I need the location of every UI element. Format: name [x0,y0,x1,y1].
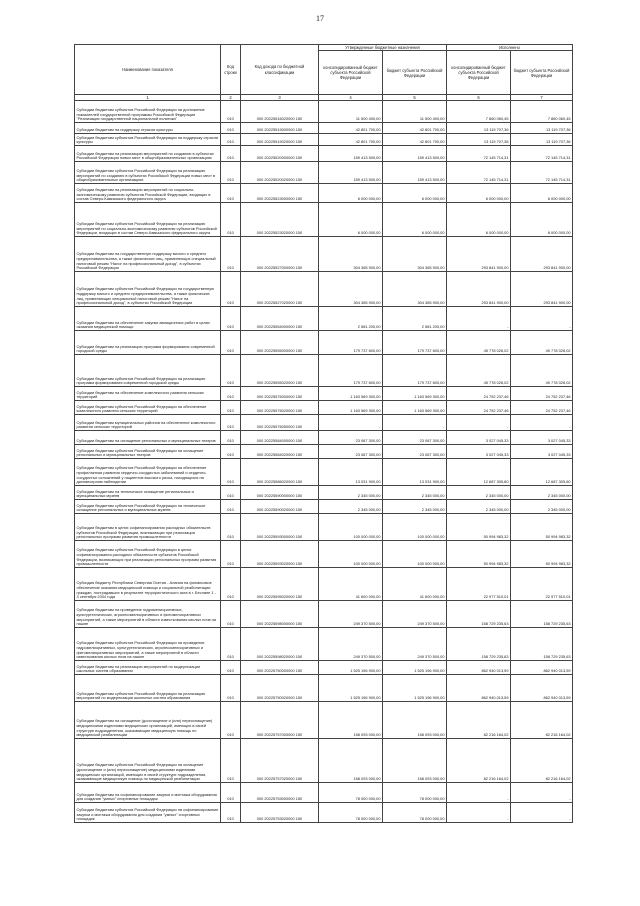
approved-consolidated-value: 2 345 000,00 [319,500,383,514]
row-name: Субсидии бюджетам субъектов Российской Федерации на поддержку отрасли культуры [75,134,221,146]
row-name: Субсидия бюджету Республики Северная Осетия - Алания на финансовое обеспечение оказания медицинской помощи и социальной реабилитации граждан, пострадавших в результате террористического акта в г. Беслане 1 - 3 сентября 2004 года [75,568,221,601]
row-code: 010 [221,272,241,307]
row-code: 010 [221,702,241,739]
row-name: Субсидии бюджетам субъектов Российской Федерации на достижение показателей государственной программы Российской Федерации "Реализация государственной национальной политики" [75,101,221,123]
row-code: 010 [221,803,241,823]
row-kbk: 000 20225520000000 150 [241,146,319,162]
table-row [75,702,573,739]
approved-subject-value: 1 163 569 300,00 [383,387,447,401]
row-code: 010 [221,355,241,387]
row-code: 010 [221,568,241,601]
approved-consolidated-value: 304 365 900,00 [319,237,383,272]
executed-consolidated-value: 6 000 000,00 [447,184,511,203]
row-kbk: 000 20225757020000 150 [241,739,319,783]
approved-subject-value: 42 801 700,00 [383,123,447,134]
executed-consolidated-value: 3 027 045,33 [447,445,511,459]
approved-consolidated-value: 100 000 000,00 [319,514,383,541]
executed-subject-value: 22 977 510,01 [511,568,573,601]
executed-consolidated-value: 24 752 237,46 [447,387,511,401]
executed-subject-value: - [511,415,573,431]
row-name: Субсидии бюджетам субъектов Российской Федерации на реализацию мероприятий по созданию в субъектах Российской Федерации новых мест в общеобразовательных организациях [75,162,221,184]
approved-subject-value: 249 370 500,00 [383,601,447,628]
row-name: Субсидии бюджетам субъектов Российской Федерации на обеспечение комплексного развития сельских территорий [75,401,221,415]
executed-consolidated-value: 6 000 000,00 [447,203,511,237]
approved-subject-value: 158 093 000,00 [383,702,447,739]
row-kbk: 000 20225519020000 150 [241,134,319,146]
row-kbk: 000 20225586020000 150 [241,459,319,486]
row-kbk: 000 20225750000000 150 [241,661,319,675]
approved-consolidated-value: 78 000 000,00 [319,803,383,823]
row-name: Субсидии бюджетам муниципальных районов на обеспечение комплексного развития сельских территорий [75,415,221,431]
table-row [75,514,573,541]
row-kbk: 000 20225555020000 150 [241,355,319,387]
table-row [75,331,573,355]
executed-consolidated-value: 45 778 026,02 [447,331,511,355]
column-number: 2 [221,95,241,101]
header-approved-group: Утвержденные бюджетные назначения [319,45,447,51]
executed-consolidated-value: 862 940 013,59 [447,675,511,702]
row-name: Субсидии бюджетам субъектов Российской Федерации на софинансирование закупки и монтажа оборудования для создания "умных" спортивных площадок [75,803,221,823]
approved-consolidated-value: 41 600 000,00 [319,568,383,601]
row-kbk: 000 20225595020000 150 [241,568,319,601]
approved-subject-value: - [383,415,447,431]
row-kbk: 000 20225593020000 150 [241,541,319,568]
table-row [75,628,573,661]
row-name: Субсидии бюджетам на оснащение (дооснащение и (или) переоснащение) медицинскими изделиями медицинских организаций, имеющих в своей структуре подразделения, оказывающие медицинскую помощь по медицинской реабилитации [75,702,221,739]
executed-consolidated-value: 24 752 237,46 [447,401,511,415]
row-kbk: 000 20225757000000 150 [241,702,319,739]
row-name: Субсидии бюджетам субъектов Российской Федерации на реализацию мероприятий по модернизации школьных систем образования [75,675,221,702]
executed-consolidated-value: 7 860 060,45 [447,101,511,123]
executed-consolidated-value: - [447,415,511,431]
executed-subject-value: - [511,783,573,803]
row-kbk: 000 20225516020000 150 [241,101,319,123]
approved-subject-value: 100 000 000,00 [383,514,447,541]
table-row [75,661,573,675]
row-code: 010 [221,387,241,401]
approved-subject-value: 6 000 000,00 [383,203,447,237]
executed-consolidated-value: 82 216 164,02 [447,702,511,739]
row-name: Субсидии бюджетам в целях софинансирования расходных обязательств субъектов Российской Федерации, возникающих при реализации региональных программ развития промышленности [75,514,221,541]
row-name: Субсидии бюджетам субъектов Российской Федерации на техническое оснащение региональных и муниципальных музеев [75,500,221,514]
row-name: Субсидии бюджетам субъектов Российской Федерации на проведение гидромелиоративных, культуртехнических, агролесомелиоративных и фитомелиоративных мероприятий, а также мероприятий в области известкования кислых почв на пашне [75,628,221,661]
row-code: 010 [221,514,241,541]
table-row [75,541,573,568]
column-number: 5 [383,95,447,101]
row-code: 010 [221,401,241,415]
executed-subject-value: 7 860 060,45 [511,101,573,123]
table-row [75,134,573,146]
executed-subject-value: 862 940 013,59 [511,675,573,702]
table-row [75,415,573,431]
table-row [75,162,573,184]
table-row [75,486,573,500]
executed-subject-value: 158 729 235,63 [511,601,573,628]
row-name: Субсидии бюджетам на государственную поддержку малого и среднего предпринимательства, а также физических лиц, применяющих специальный налоговый режим "Налог на профессиональный доход", в субъектах Российской Федерации [75,237,221,272]
row-kbk: 000 20225527000000 150 [241,237,319,272]
executed-consolidated-value: 2 345 000,00 [447,486,511,500]
table-row [75,123,573,134]
row-kbk: 000 20225750020000 150 [241,675,319,702]
approved-subject-value: 78 000 000,00 [383,783,447,803]
approved-subject-value: 13 031 900,00 [383,459,447,486]
approved-consolidated-value: 159 413 500,00 [319,162,383,184]
row-kbk: 000 20225590020000 150 [241,500,319,514]
executed-consolidated-value: 3 027 045,33 [447,431,511,445]
row-code: 010 [221,661,241,675]
row-kbk: 000 20225584020000 150 [241,445,319,459]
executed-subject-value: 72 145 714,31 [511,162,573,184]
executed-consolidated-value: 72 145 714,31 [447,162,511,184]
row-code: 010 [221,431,241,445]
executed-subject-value: 50 994 983,32 [511,541,573,568]
row-name: Субсидии бюджетам субъектов Российской Федерации на обеспечение профилактики развития сердечно-сосудистых заболеваний и сердечно-сосудистых осложнений у пациентов высокого риска, находящихся на диспансерном наблюдении [75,459,221,486]
table-row [75,355,573,387]
executed-subject-value: 6 000 000,00 [511,203,573,237]
row-name: Субсидии бюджетам на оснащение региональных и муниципальных театров [75,431,221,445]
executed-subject-value: 72 145 714,31 [511,146,573,162]
row-name: Субсидии бюджетам на софинансирование закупки и монтажа оборудования для создания "умных" спортивных площадок [75,783,221,803]
row-kbk: 000 20225584000000 150 [241,431,319,445]
table-row [75,401,573,415]
approved-consolidated-value: 6 000 000,00 [319,203,383,237]
table-row [75,568,573,601]
table-row [75,387,573,401]
approved-subject-value: 78 000 000,00 [383,803,447,823]
table-row [75,184,573,203]
table-row [75,783,573,803]
executed-consolidated-value: 72 145 714,31 [447,146,511,162]
executed-subject-value: 2 345 000,00 [511,486,573,500]
row-code: 010 [221,146,241,162]
executed-consolidated-value: 12 687 305,60 [447,459,511,486]
approved-subject-value: 158 093 000,00 [383,739,447,783]
approved-subject-value: 179 737 600,00 [383,331,447,355]
row-kbk: 000 20225520020000 150 [241,162,319,184]
row-kbk: 000 20225523000000 150 [241,184,319,203]
approved-subject-value: 304 365 900,00 [383,237,447,272]
header-executed-subject: бюджет субъекта Российской Федерации [511,51,573,95]
approved-consolidated-value: 6 000 000,00 [319,184,383,203]
row-name: Субсидии бюджетам на обеспечение закупки авиационных работ в целях оказания медицинской помощи [75,307,221,331]
approved-consolidated-value: 249 370 500,00 [319,601,383,628]
budget-execution-table [74,44,573,823]
table-row [75,237,573,272]
approved-consolidated-value: 1 525 196 900,00 [319,661,383,675]
approved-consolidated-value: 23 087 300,00 [319,445,383,459]
row-kbk: 000 20225598000000 150 [241,601,319,628]
table-row [75,739,573,783]
header-executed-group: Исполнено [447,45,573,51]
row-name: Субсидии бюджетам на обеспечение комплексного развития сельских территорий [75,387,221,401]
executed-subject-value: 12 687 305,60 [511,459,573,486]
header-name: Наименование показателя [75,45,221,95]
executed-subject-value: 82 216 164,02 [511,702,573,739]
row-name: Субсидии бюджетам субъектов Российской Федерации на оснащение (дооснащение и (или) переоснащение) медицинскими изделиями медицинских организаций, имеющих в своей структуре подразделения, оказывающие медицинскую помощь по медицинской реабилитации [75,739,221,783]
row-code: 010 [221,500,241,514]
executed-subject-value: 49 778 026,02 [511,355,573,387]
row-code: 010 [221,541,241,568]
row-kbk: 000 20225753020000 150 [241,803,319,823]
row-code: 010 [221,162,241,184]
approved-subject-value: 1 525 196 900,00 [383,661,447,675]
executed-subject-value: 6 000 000,00 [511,184,573,203]
column-number: 1 [75,95,221,101]
approved-consolidated-value: 13 031 900,00 [319,459,383,486]
row-kbk: 000 20225593000000 150 [241,514,319,541]
row-code: 010 [221,184,241,203]
column-number: 6 [447,95,511,101]
column-number: 4 [319,95,383,101]
approved-subject-value: 100 000 000,00 [383,541,447,568]
approved-consolidated-value: 1 163 569 300,00 [319,401,383,415]
approved-consolidated-value: 78 000 000,00 [319,783,383,803]
executed-subject-value: 158 729 235,63 [511,628,573,661]
row-kbk: 000 20225527020000 150 [241,272,319,307]
approved-subject-value: 1 525 196 900,00 [383,675,447,702]
row-code: 010 [221,628,241,661]
row-code: 010 [221,331,241,355]
approved-subject-value: 159 413 500,00 [383,162,447,184]
row-name: Субсидии бюджетам субъектов Российской Федерации на государственную поддержку малого и среднего предпринимательства, а также физических лиц, применяющих специальный налоговый режим "Налог на профессиональный доход", в субъектах Российской Федерации [75,272,221,307]
table-row [75,459,573,486]
executed-consolidated-value: 13 119 707,36 [447,134,511,146]
row-kbk: 000 20225576000000 150 [241,387,319,401]
executed-consolidated-value: - [447,803,511,823]
approved-subject-value: 2 581 200,00 [383,307,447,331]
header-approved-subject: бюджет субъекта Российской Федерации [383,51,447,95]
approved-subject-value: 41 600 000,00 [383,568,447,601]
table-row [75,500,573,514]
table-row [75,203,573,237]
table-row [75,307,573,331]
approved-consolidated-value: 2 581 200,00 [319,307,383,331]
approved-consolidated-value: 179 737 600,00 [319,331,383,355]
approved-consolidated-value: 42 801 700,00 [319,134,383,146]
approved-subject-value: 2 345 000,00 [383,500,447,514]
row-kbk: 000 20225598020000 150 [241,628,319,661]
approved-subject-value: 23 087 300,00 [383,431,447,445]
executed-subject-value: 24 752 237,46 [511,401,573,415]
row-code: 010 [221,307,241,331]
row-code: 010 [221,134,241,146]
row-code: 010 [221,486,241,500]
table-row [75,675,573,702]
executed-subject-value: - [511,803,573,823]
approved-consolidated-value: 11 500 400,00 [319,101,383,123]
approved-consolidated-value: 304 365 900,00 [319,272,383,307]
table-row [75,803,573,823]
executed-subject-value: 50 994 983,32 [511,514,573,541]
executed-subject-value: 3 027 045,33 [511,445,573,459]
table-row [75,101,573,123]
row-name: Субсидии бюджетам на реализацию программ формирования современной городской среды [75,331,221,355]
column-number: 3 [241,95,319,101]
row-kbk: 000 20225590000000 150 [241,486,319,500]
approved-consolidated-value: 42 801 700,00 [319,123,383,134]
row-name: Субсидии бюджетам субъектов Российской Федерации на оснащение региональных и муниципальных театров [75,445,221,459]
approved-consolidated-value: 179 737 600,00 [319,355,383,387]
approved-subject-value: 2 345 000,00 [383,486,447,500]
executed-subject-value: - [511,307,573,331]
row-code: 010 [221,601,241,628]
row-code: 010 [221,237,241,272]
row-name: Субсидии бюджетам на поддержку отрасли культуры [75,123,221,134]
executed-subject-value: 13 119 707,36 [511,123,573,134]
executed-subject-value: 293 841 900,00 [511,272,573,307]
executed-subject-value: 82 216 164,02 [511,739,573,783]
row-kbk: 000 20225576050000 150 [241,415,319,431]
executed-consolidated-value: 293 841 900,00 [447,272,511,307]
executed-subject-value: 2 345 000,00 [511,500,573,514]
column-number: 7 [511,95,573,101]
executed-consolidated-value: 50 994 983,32 [447,541,511,568]
approved-consolidated-value: 249 370 500,00 [319,628,383,661]
approved-subject-value: 159 413 500,00 [383,146,447,162]
row-name: Субсидии бюджетам на реализацию мероприятий по социально-экономическому развитию субъектов Российской Федерации, входящих в состав Северо-Кавказского федерального округа [75,184,221,203]
approved-subject-value: 23 087 300,00 [383,445,447,459]
row-kbk: 000 20225554000000 150 [241,307,319,331]
row-name: Субсидии бюджетам субъектов Российской Федерации на реализацию мероприятий по социально-экономическому развитию субъектов Российской Федерации, входящих в состав Северо-Кавказского федерального округа [75,203,221,237]
header-executed-consolidated: консолидированный бюджет субъекта Российской Федерации [447,51,511,95]
row-code: 010 [221,739,241,783]
header-approved-consolidated: консолидированный бюджет субъекта Российской Федерации [319,51,383,95]
approved-subject-value: 179 737 600,00 [383,355,447,387]
approved-subject-value: 11 500 400,00 [383,101,447,123]
approved-consolidated-value: 1 525 196 900,00 [319,675,383,702]
executed-consolidated-value: - [447,783,511,803]
executed-subject-value: 49 778 026,02 [511,331,573,355]
header-code: Код строки [221,45,241,95]
executed-consolidated-value: 862 940 013,59 [447,661,511,675]
row-name: Субсидии бюджетам на реализацию мероприятий по модернизации школьных систем образования [75,661,221,675]
table-row [75,445,573,459]
executed-consolidated-value: 293 841 900,00 [447,237,511,272]
executed-consolidated-value: 22 977 510,01 [447,568,511,601]
approved-subject-value: 6 000 000,00 [383,184,447,203]
row-code: 010 [221,123,241,134]
row-kbk: 000 20225519000000 150 [241,123,319,134]
executed-consolidated-value: 45 778 026,02 [447,355,511,387]
table-row [75,272,573,307]
row-code: 010 [221,459,241,486]
row-name: Субсидии бюджетам на проведение гидромелиоративных, культуртехнических, агролесомелиоративных и фитомелиоративных мероприятий, а также мероприятий в области известкования кислых почв на пашне [75,601,221,628]
executed-consolidated-value: 50 994 983,32 [447,514,511,541]
row-kbk: 000 20225753000000 150 [241,783,319,803]
row-code: 010 [221,415,241,431]
row-name: Субсидии бюджетам субъектов Российской Федерации на реализацию программ формирования современной городской среды [75,355,221,387]
executed-consolidated-value: 158 729 235,63 [447,628,511,661]
row-kbk: 000 20225523020000 150 [241,203,319,237]
row-name: Субсидии бюджетам на реализацию мероприятий по созданию в субъектах Российской Федерации новых мест в общеобразовательных организациях [75,146,221,162]
row-code: 010 [221,675,241,702]
executed-subject-value: 13 119 707,36 [511,134,573,146]
row-name: Субсидии бюджетам субъектов Российской Федерации в целях софинансирования расходных обязательств субъектов Российской Федерации, возникающих при реализации региональных программ развития промышленности [75,541,221,568]
approved-subject-value: 42 801 700,00 [383,134,447,146]
row-code: 010 [221,783,241,803]
executed-subject-value: 3 027 045,33 [511,431,573,445]
approved-consolidated-value: 159 413 500,00 [319,146,383,162]
approved-consolidated-value: 100 000 000,00 [319,541,383,568]
approved-consolidated-value: 2 345 000,00 [319,486,383,500]
executed-consolidated-value: 158 729 235,63 [447,601,511,628]
row-code: 010 [221,101,241,123]
row-code: 010 [221,445,241,459]
table-row [75,146,573,162]
executed-subject-value: 24 752 237,46 [511,387,573,401]
row-kbk: 000 20225576020000 150 [241,401,319,415]
approved-subject-value: 1 163 569 300,00 [383,401,447,415]
executed-consolidated-value: 2 345 000,00 [447,500,511,514]
approved-subject-value: 304 365 900,00 [383,272,447,307]
executed-consolidated-value: 13 119 707,36 [447,123,511,134]
row-name: Субсидии бюджетам на техническое оснащение региональных и муниципальных музеев [75,486,221,500]
executed-consolidated-value: - [447,307,511,331]
approved-subject-value: 249 370 500,00 [383,628,447,661]
page-number: 17 [316,14,324,23]
approved-consolidated-value: 158 093 000,00 [319,702,383,739]
executed-subject-value: 862 940 013,59 [511,661,573,675]
approved-consolidated-value: - [319,415,383,431]
executed-consolidated-value: 82 216 164,02 [447,739,511,783]
approved-consolidated-value: 23 087 300,00 [319,431,383,445]
row-kbk: 000 20225555000000 150 [241,331,319,355]
row-code: 010 [221,203,241,237]
table-row [75,601,573,628]
header-kbk: Код дохода по бюджетной классификации [241,45,319,95]
table-row [75,431,573,445]
approved-consolidated-value: 1 163 569 300,00 [319,387,383,401]
approved-consolidated-value: 158 093 000,00 [319,739,383,783]
executed-subject-value: 293 841 900,00 [511,237,573,272]
